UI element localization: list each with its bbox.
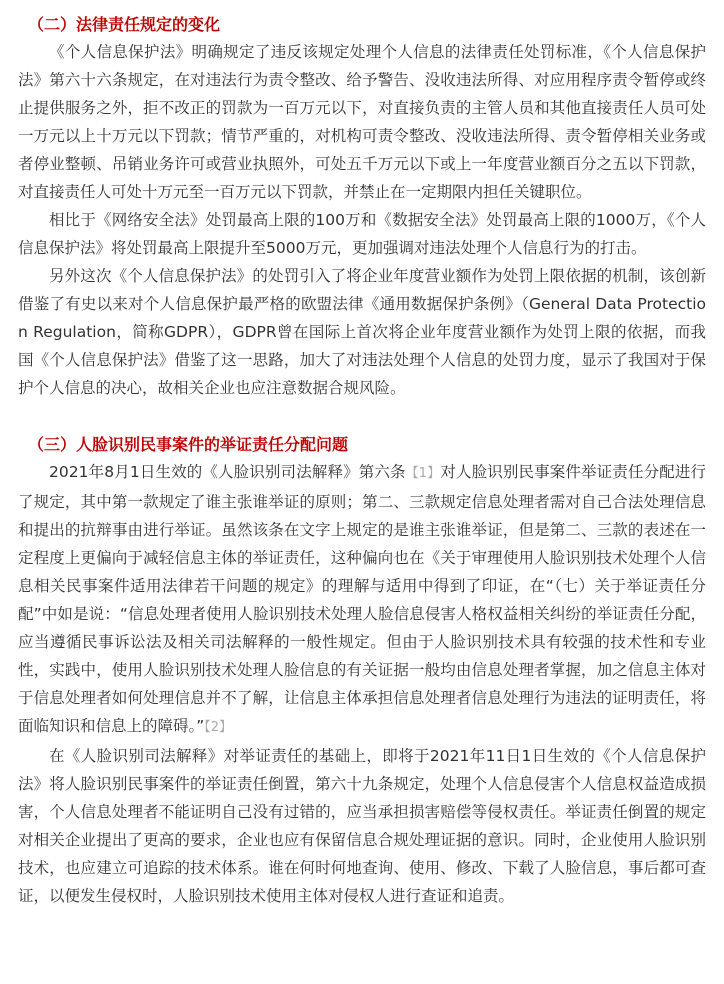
section-heading-burden-of-proof: （三）人脸识别民事案件的举证责任分配问题	[28, 435, 349, 454]
footnote-ref-2[interactable]: 【2】	[204, 720, 233, 735]
paragraph-gdpr-mechanism: 另外这次《个人信息保护法》的处罚引入了将企业年度营业额作为处罚上限依据的机制，该创新借鉴了有史以来对个人信息保护最严格的欧盟法律《通用数据保护条例》（General Data Protection Regulation，简称GDPR），GDPR曾在国际上首次将企业年度营业额作为处罚上限的依据，而我国《个人信息保护法》借鉴了这一思路，加大了对违法处理个人信息的处罚力度，显示了我国对于保护个人信息的决心，故相关企业也应注意数据合规风险。	[18, 267, 706, 397]
paragraph-text: 2021年8月1日生效的《人脸识别司法解释》第六条	[49, 463, 406, 481]
paragraph-penalty-comparison: 相比于《网络安全法》处罚最高上限的100万和《数据安全法》处罚最高上限的1000万，《个人信息保护法》将处罚最高上限提升至5000万元，更加强调对违法处理个人信息行为的打击。	[18, 211, 706, 257]
paragraph-liability-standard: 《个人信息保护法》明确规定了违反该规定处理个人信息的法律责任处罚标准，《个人信息保护法》第六十六条规定，在对违法行为责令整改、给予警告、没收违法所得、对应用程序责令暂停或终止提供服务之外，拒不改正的罚款为一百万元以下，对直接负责的主管人员和其他直接责任人员可处一万元以上十万元以下罚款；情节严重的，对机构可责令整改、没收违法所得、责令暂停相关业务或者停业整顿、吊销业务许可或营业执照外，可处五千万元以下或上一年度营业额百分之五以下罚款，对直接责任人可处十万元至一百万元以下罚款，并禁止在一定期限内担任关键职位。	[18, 43, 706, 201]
section-heading-liability: （二）法律责任规定的变化	[28, 15, 221, 34]
paragraph-text: 对人脸识别民事案件举证责任分配进行了规定，其中第一款规定了谁主张谁举证的原则；第二、三款规定信息处理者需对自己合法处理信息和提出的抗辩事由进行举证。虽然该条在文字上规定的是谁主张谁举证，但是第二、三款的表述在一定程度上更偏向于减轻信息主体的举证责任，这种偏向也在《关于审理使用人脸识别技术处理个人信息相关民事案件适用法律若干问题的规定》的理解与适用中得到了印证，在“（七）关于举证责任分配”中如是说：“信息处理者使用人脸识别技术处理人脸信息侵害人格权益相关纠纷的举证责任分配，应当遵循民事诉讼法及相关司法解释的一般性规定。但由于人脸识别技术具有较强的技术性和专业性，实践中，使用人脸识别技术处理人脸信息的有关证据一般均由信息处理者掌握，加之信息主体对于信息处理者如何处理信息并不了解，让信息主体承担信息处理者信息处理行为违法的证明责任，将面临知识和信息上的障碍。”	[18, 463, 706, 735]
paragraph-burden-reversal: 在《人脸识别司法解释》对举证责任的基础上，即将于2021年11日1日生效的《个人信息保护法》将人脸识别民事案件的举证责任倒置，第六十九条规定，处理个人信息侵害个人信息权益造成损害，个人信息处理者不能证明自己没有过错的，应当承担损害赔偿等侵权责任。举证责任倒置的规定对相关企业提出了更高的要求，企业也应有保留信息合规处理证据的意识。同时，企业使用人脸识别技术，也应建立可追踪的技术体系。谁在何时何地查询、使用、修改、下载了人脸信息，事后都可查证，以便发生侵权时，人脸识别技术使用主体对侵权人进行查证和追责。	[18, 747, 706, 905]
paragraph-face-recognition-interpretation	[18, 458, 706, 742]
section-spacer	[18, 402, 706, 432]
footnote-ref-1[interactable]: 【1】	[405, 466, 441, 481]
